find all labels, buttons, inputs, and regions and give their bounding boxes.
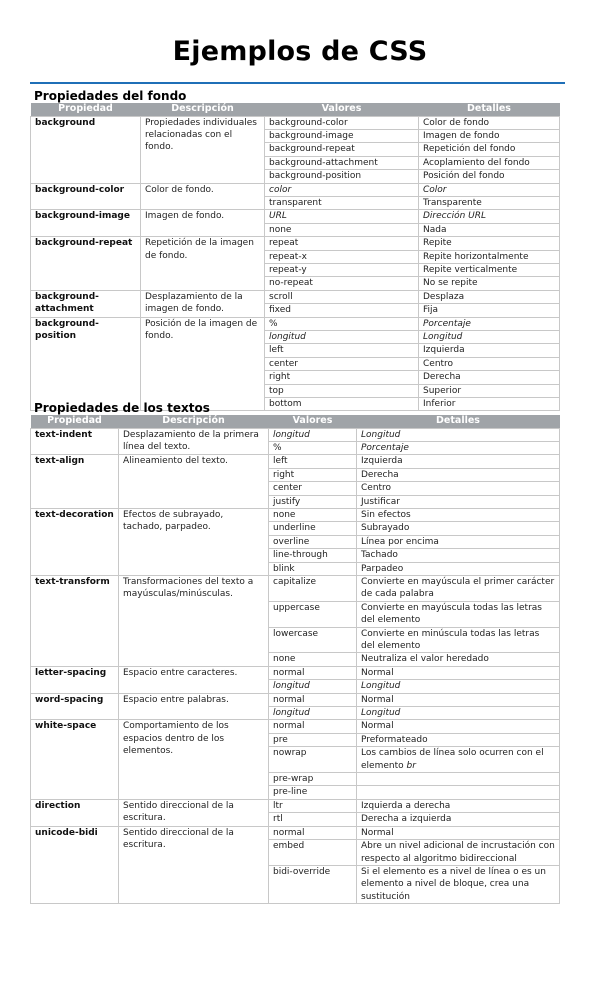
property-description: Posición de la imagen de fondo. xyxy=(141,317,265,411)
header-valores: Valores xyxy=(265,103,419,116)
value-cell: ltr xyxy=(269,799,357,812)
value-cell: repeat-x xyxy=(265,250,419,263)
br-element-text: br xyxy=(406,760,416,771)
property-name: background-attachment xyxy=(31,290,141,317)
property-description: Sentido direccional de la escritura. xyxy=(119,799,269,826)
detail-cell: Normal xyxy=(357,666,560,679)
value-cell: bottom xyxy=(265,398,419,411)
detail-cell: Convierte en mayúscula todas las letras del elemento xyxy=(357,601,560,627)
detail-cell: Convierte en minúscula todas las letras del elemento xyxy=(357,627,560,653)
table-row xyxy=(31,183,560,196)
property-description: Espacio entre palabras. xyxy=(119,693,269,720)
value-cell: longitud xyxy=(269,707,357,720)
detail-cell: Superior xyxy=(419,384,560,397)
detail-cell: Imagen de fondo xyxy=(419,129,560,142)
table-header-row xyxy=(31,415,560,428)
value-cell: left xyxy=(269,455,357,468)
detail-cell: Longitud xyxy=(357,707,560,720)
property-name: direction xyxy=(31,799,119,826)
detail-cell: Acoplamiento del fondo xyxy=(419,156,560,169)
value-cell: background-color xyxy=(265,116,419,129)
property-name: text-align xyxy=(31,455,119,509)
table-row xyxy=(31,799,560,812)
detail-cell: Color de fondo xyxy=(419,116,560,129)
value-cell: transparent xyxy=(265,196,419,209)
property-name: background-image xyxy=(31,210,141,237)
value-cell: uppercase xyxy=(269,601,357,627)
header-detalles: Detalles xyxy=(419,103,560,116)
value-cell: none xyxy=(269,508,357,521)
header-valores: Valores xyxy=(269,415,357,428)
value-cell: justify xyxy=(269,495,357,508)
value-cell: color xyxy=(265,183,419,196)
property-description: Espacio entre caracteres. xyxy=(119,666,269,693)
property-name: background-position xyxy=(31,317,141,411)
table-row xyxy=(31,428,560,441)
detail-cell: Normal xyxy=(357,826,560,839)
detail-cell: Derecha xyxy=(419,371,560,384)
detail-cell: Justificar xyxy=(357,495,560,508)
detail-cell: Normal xyxy=(357,693,560,706)
value-cell: none xyxy=(269,653,357,666)
value-cell: longitud xyxy=(265,331,419,344)
detail-cell: Nada xyxy=(419,223,560,236)
property-name: background xyxy=(31,116,141,183)
value-cell: normal xyxy=(269,666,357,679)
value-cell: line-through xyxy=(269,549,357,562)
property-name: background-repeat xyxy=(31,237,141,291)
property-name: background-color xyxy=(31,183,141,210)
value-cell: capitalize xyxy=(269,575,357,601)
detail-cell: Normal xyxy=(357,720,560,733)
value-cell: scroll xyxy=(265,290,419,303)
detail-cell: Preformateado xyxy=(357,733,560,746)
table-header-row xyxy=(31,103,560,116)
detail-cell: Izquierda a derecha xyxy=(357,799,560,812)
value-cell: longitud xyxy=(269,680,357,693)
property-name: letter-spacing xyxy=(31,666,119,693)
table-row xyxy=(31,826,560,839)
detail-cell: Los cambios de línea solo ocurren con el elemento br xyxy=(357,747,560,773)
table-row xyxy=(31,720,560,733)
detail-cell: Fija xyxy=(419,304,560,317)
value-cell: underline xyxy=(269,522,357,535)
title-divider xyxy=(30,82,565,84)
value-cell: nowrap xyxy=(269,747,357,773)
detail-cell: Abre un nivel adicional de incrustación con respecto al algoritmo bidireccional xyxy=(357,840,560,866)
value-cell: fixed xyxy=(265,304,419,317)
detail-cell: Desplaza xyxy=(419,290,560,303)
table-row xyxy=(31,508,560,521)
detail-cell: Tachado xyxy=(357,549,560,562)
value-cell: % xyxy=(265,317,419,330)
header-descripcion: Descripción xyxy=(141,103,265,116)
value-cell: repeat-y xyxy=(265,263,419,276)
property-description: Desplazamiento de la imagen de fondo. xyxy=(141,290,265,317)
value-cell: top xyxy=(265,384,419,397)
property-description: Comportamiento de los espacios dentro de los elementos. xyxy=(119,720,269,799)
value-cell: normal xyxy=(269,720,357,733)
text-section-title: Propiedades de los textos xyxy=(34,401,210,415)
detail-cell: Parpadeo xyxy=(357,562,560,575)
value-cell: embed xyxy=(269,840,357,866)
property-description: Transformaciones del texto a mayúsculas/minúsculas. xyxy=(119,575,269,666)
property-description: Color de fondo. xyxy=(141,183,265,210)
detail-cell: Longitud xyxy=(357,428,560,441)
property-description: Propiedades individuales relacionadas con el fondo. xyxy=(141,116,265,183)
detail-cell: Izquierda xyxy=(357,455,560,468)
detail-cell xyxy=(357,786,560,799)
detail-cell: Convierte en mayúscula el primer carácter de cada palabra xyxy=(357,575,560,601)
detail-cell: Longitud xyxy=(419,331,560,344)
detail-cell: Centro xyxy=(357,482,560,495)
value-cell: background-repeat xyxy=(265,143,419,156)
table-row xyxy=(31,455,560,468)
header-propiedad: Propiedad xyxy=(31,415,119,428)
detail-cell: Posición del fondo xyxy=(419,170,560,183)
value-cell: rtl xyxy=(269,813,357,826)
table-row xyxy=(31,317,560,330)
value-cell: URL xyxy=(265,210,419,223)
table-row xyxy=(31,290,560,303)
value-cell: right xyxy=(265,371,419,384)
value-cell: center xyxy=(265,357,419,370)
property-name: text-transform xyxy=(31,575,119,666)
property-name: unicode-bidi xyxy=(31,826,119,903)
detail-cell: Línea por encima xyxy=(357,535,560,548)
value-cell: right xyxy=(269,468,357,481)
value-cell: no-repeat xyxy=(265,277,419,290)
detail-cell: Dirección URL xyxy=(419,210,560,223)
detail-cell: Porcentaje xyxy=(419,317,560,330)
detail-cell: Centro xyxy=(419,357,560,370)
detail-cell: Derecha a izquierda xyxy=(357,813,560,826)
value-cell: normal xyxy=(269,693,357,706)
value-cell: center xyxy=(269,482,357,495)
property-name: white-space xyxy=(31,720,119,799)
property-description: Efectos de subrayado, tachado, parpadeo. xyxy=(119,508,269,575)
value-cell: background-attachment xyxy=(265,156,419,169)
detail-cell: Subrayado xyxy=(357,522,560,535)
page-title: Ejemplos de CSS xyxy=(172,36,428,67)
table-row xyxy=(31,575,560,601)
property-description: Alineamiento del texto. xyxy=(119,455,269,509)
property-name: word-spacing xyxy=(31,693,119,720)
detail-cell: Si el elemento es a nivel de línea o es un elemento a nivel de bloque, crea una sustitución xyxy=(357,865,560,903)
value-cell: none xyxy=(265,223,419,236)
background-section-title: Propiedades del fondo xyxy=(34,89,187,103)
table-row xyxy=(31,237,560,250)
text-properties-table xyxy=(30,415,560,904)
property-description: Sentido direccional de la escritura. xyxy=(119,826,269,903)
table-row xyxy=(31,666,560,679)
value-cell: left xyxy=(265,344,419,357)
value-cell: normal xyxy=(269,826,357,839)
header-detalles: Detalles xyxy=(357,415,560,428)
table-row xyxy=(31,693,560,706)
value-cell: % xyxy=(269,441,357,454)
property-description: Desplazamiento de la primera línea del texto. xyxy=(119,428,269,455)
detail-cell: Porcentaje xyxy=(357,441,560,454)
detail-cell: No se repite xyxy=(419,277,560,290)
detail-cell: Repite horizontalmente xyxy=(419,250,560,263)
property-description: Repetición de la imagen de fondo. xyxy=(141,237,265,291)
header-descripcion: Descripción xyxy=(119,415,269,428)
detail-cell: Repetición del fondo xyxy=(419,143,560,156)
detail-cell: Sin efectos xyxy=(357,508,560,521)
value-cell: longitud xyxy=(269,428,357,441)
detail-cell: Transparente xyxy=(419,196,560,209)
detail-cell: Color xyxy=(419,183,560,196)
table-row xyxy=(31,116,560,129)
header-propiedad: Propiedad xyxy=(31,103,141,116)
value-cell: blink xyxy=(269,562,357,575)
value-cell: background-image xyxy=(265,129,419,142)
value-cell: lowercase xyxy=(269,627,357,653)
property-name: text-indent xyxy=(31,428,119,455)
value-cell: pre xyxy=(269,733,357,746)
detail-cell: Repite verticalmente xyxy=(419,263,560,276)
detail-cell: Izquierda xyxy=(419,344,560,357)
value-cell: pre-line xyxy=(269,786,357,799)
detail-cell: Inferior xyxy=(419,398,560,411)
detail-cell: Longitud xyxy=(357,680,560,693)
background-properties-table xyxy=(30,103,560,411)
detail-cell: Repite xyxy=(419,237,560,250)
value-cell: background-position xyxy=(265,170,419,183)
detail-cell: Derecha xyxy=(357,468,560,481)
detail-cell: Neutraliza el valor heredado xyxy=(357,653,560,666)
table-row xyxy=(31,210,560,223)
value-cell: overline xyxy=(269,535,357,548)
detail-cell xyxy=(357,773,560,786)
value-cell: pre-wrap xyxy=(269,773,357,786)
property-description: Imagen de fondo. xyxy=(141,210,265,237)
value-cell: repeat xyxy=(265,237,419,250)
value-cell: bidi-override xyxy=(269,865,357,903)
property-name: text-decoration xyxy=(31,508,119,575)
